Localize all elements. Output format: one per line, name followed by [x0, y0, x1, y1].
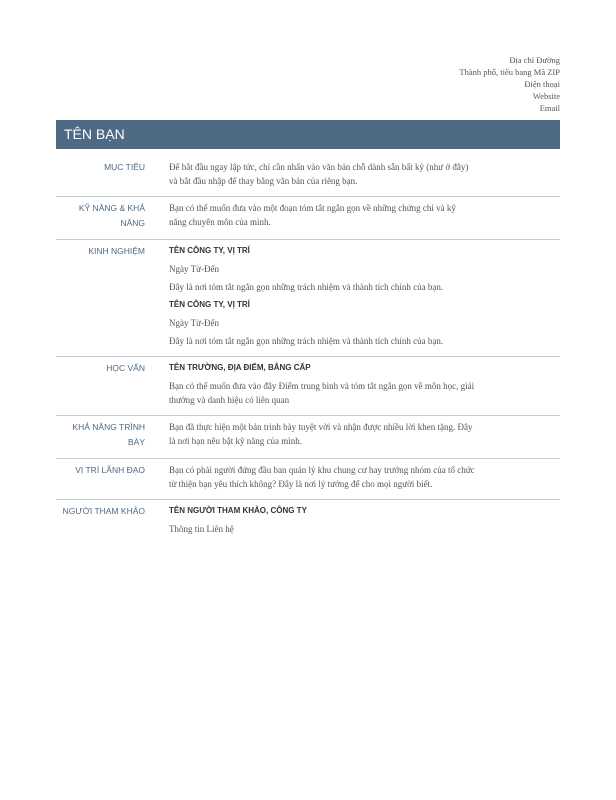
- reference-title[interactable]: TÊN NGƯỜI THAM KHẢO, CÔNG TY: [169, 506, 307, 515]
- section-content-skills: [169, 201, 475, 231]
- section-references: [56, 500, 560, 544]
- section-label-communication: KHẢ NĂNG TRÌNH BÀY: [72, 422, 145, 447]
- section-content-communication: [169, 420, 475, 450]
- job-dates[interactable]: Ngày Từ-Đến: [169, 264, 219, 274]
- section-experience: [56, 240, 560, 357]
- section-label-references: NGƯỜI THAM KHẢO: [62, 506, 145, 516]
- section-communication: [56, 416, 560, 459]
- objective-text[interactable]: Để bắt đầu ngay lập tức, chỉ cần nhấn vào văn bản chỗ dành sẵn bất kỳ (như ở đây) và bắt đầu nhập để thay bằng văn bản của riêng bạn.: [169, 162, 469, 186]
- skills-text[interactable]: Bạn có thể muốn đưa vào một đoạn tóm tắt ngắn gọn về những chứng chỉ và kỹ năng chuyên môn của mình.: [169, 203, 456, 227]
- job-description[interactable]: Đây là nơi tóm tắt ngắn gọn những trách nhiệm và thành tích chính của bạn.: [169, 282, 444, 292]
- job-description[interactable]: Đây là nơi tóm tắt ngắn gọn những trách nhiệm và thành tích chính của bạn.: [169, 336, 444, 346]
- section-education: [56, 357, 560, 416]
- job-dates[interactable]: Ngày Từ-Đến: [169, 318, 219, 328]
- section-skills: [56, 197, 560, 240]
- contact-block: [459, 54, 560, 114]
- section-objective: [56, 156, 560, 197]
- job-entry: [169, 298, 475, 348]
- contact-website[interactable]: Website: [532, 91, 560, 101]
- job-title[interactable]: TÊN CÔNG TY, VỊ TRÍ: [169, 246, 250, 255]
- contact-city[interactable]: Thành phố, tiểu bang Mã ZIP: [459, 67, 560, 77]
- section-content-experience: [169, 244, 475, 348]
- contact-phone[interactable]: Điện thoại: [524, 79, 560, 89]
- your-name[interactable]: TÊN BẠN: [64, 126, 125, 142]
- section-label-objective: MỤC TIÊU: [104, 162, 145, 172]
- contact-address[interactable]: Địa chỉ Đường: [509, 55, 560, 65]
- job-entry: [169, 244, 475, 294]
- leadership-text[interactable]: Bạn có phải người đứng đầu ban quản lý khu chung cư hay trưởng nhóm của tổ chức từ thiện bạn yêu thích không? Đây là nơi lý tưởng để cho mọi người biết.: [169, 465, 475, 489]
- education-text[interactable]: Bạn có thể muốn đưa vào đây Điểm trung bình và tóm tắt ngắn gọn về môn học, giải thưởng và danh hiệu có liên quan: [169, 381, 475, 405]
- section-label-education: HỌC VẤN: [106, 363, 145, 373]
- resume-sections: [56, 156, 560, 544]
- communication-text[interactable]: Bạn đã thực hiện một bản trình bày tuyệt vời và nhận được nhiều lời khen tặng. Đây là nơi bạn nêu bật kỹ năng của mình.: [169, 422, 473, 446]
- section-content-leadership: [169, 463, 475, 491]
- name-banner: [56, 120, 560, 149]
- section-label-skills: KỸ NĂNG & KHẢ NĂNG: [78, 203, 145, 228]
- job-title[interactable]: TÊN CÔNG TY, VỊ TRÍ: [169, 300, 250, 309]
- section-content-objective: [169, 160, 475, 188]
- section-label-experience: KINH NGHIỆM: [88, 246, 145, 256]
- contact-email[interactable]: Email: [539, 103, 560, 113]
- education-title[interactable]: TÊN TRƯỜNG, ĐỊA ĐIỂM, BẰNG CẤP: [169, 363, 311, 372]
- section-label-leadership: VỊ TRÍ LÃNH ĐẠO: [75, 465, 145, 475]
- section-leadership: [56, 459, 560, 500]
- reference-contact[interactable]: Thông tin Liên hệ: [169, 524, 234, 534]
- section-content-education: [169, 361, 475, 407]
- section-content-references: [169, 504, 475, 536]
